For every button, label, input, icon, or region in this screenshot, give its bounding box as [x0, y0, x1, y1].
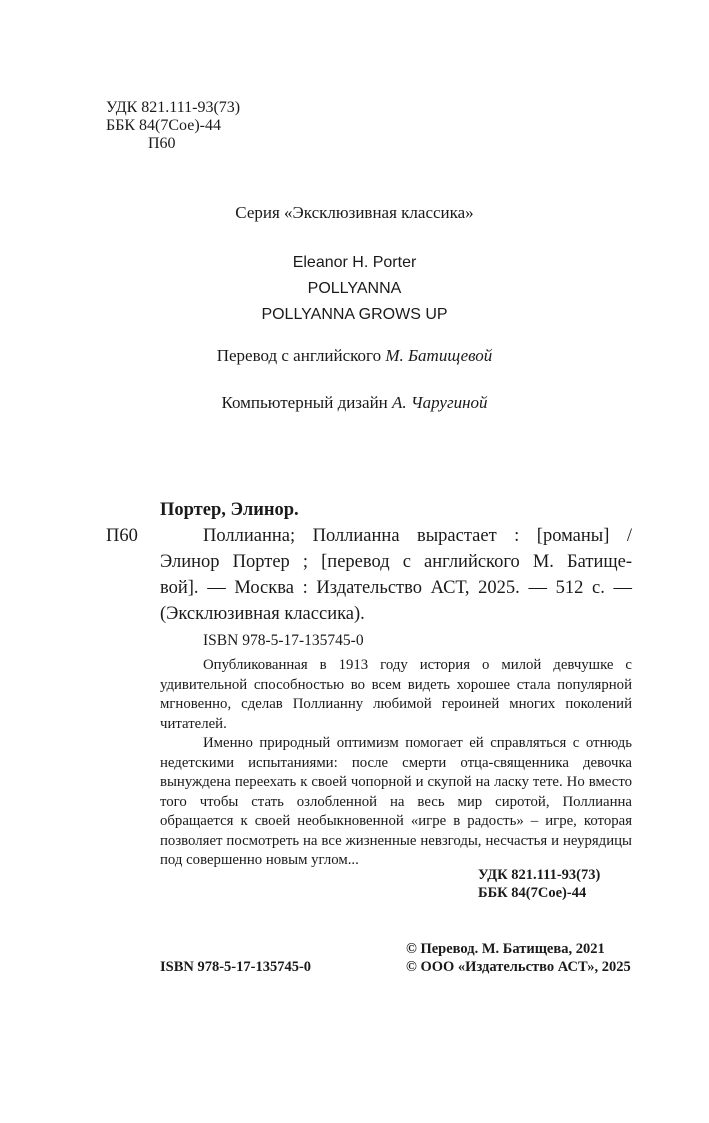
series-line: Серия «Эксклюзивная классика» — [235, 203, 474, 222]
footer-codes — [478, 866, 600, 902]
translator-name: М. Батищевой — [385, 346, 493, 365]
design-credit — [0, 393, 709, 413]
entry-mark: П60 — [106, 526, 138, 546]
original-title-2: POLLYANNA GROWS UP — [261, 306, 448, 323]
annotation — [160, 656, 632, 871]
entry-line-2: Элинор Портер ; [перевод с английского М. Батище- — [160, 552, 632, 572]
footer-bbk: ББК 84(7Сое)-44 — [478, 885, 587, 901]
annotation-paragraph-1: Опубликованная в 1913 году история о милой девчушке с удивительной способностью во всем видеть хорошее стала популярной мгновенно, сделав Поллианну любимой героиней многих поколений читателей. — [160, 657, 632, 732]
copyright-translation: © Перевод. М. Батищева, 2021 — [406, 941, 605, 957]
original-block — [0, 250, 709, 328]
designer-name: А. Чаругиной — [392, 393, 488, 412]
udk-code: УДК 821.111-93(73) — [106, 99, 241, 116]
translation-prefix: Перевод с английского — [216, 346, 386, 365]
annotation-paragraph-2: Именно природный оптимизм помогает ей справляться с отнюдь недетскими испытаниями: после смерти отца-священника девочка вынуждена переехать к своей чопорной и скупой на ласку тете. Но вместо того чтобы стать озлобленной на весь мир сиротой, Поллианна обращается к своей необыкновенной «игре в радость» – игре, которая позволяет посмотреть на все жизненные невзгоды, несчастья и неурядицы под совершенно новым углом... — [160, 735, 632, 868]
translation-credit — [0, 346, 709, 366]
author-mark: П60 — [148, 135, 176, 152]
entry-line-4: (Эксклюзивная классика). — [160, 604, 365, 624]
entry-line-3: вой]. — Москва : Издательство АСТ, 2025. — 512 с. — — [160, 578, 632, 598]
entry-description — [160, 523, 632, 627]
copyright-publisher: © ООО «Издательство АСТ», 2025 — [406, 959, 631, 975]
entry-heading: Портер, Элинор. — [160, 500, 299, 520]
design-prefix: Компьютерный дизайн — [221, 393, 393, 412]
classification-block — [106, 99, 240, 153]
entry-line-1: Поллианна; Поллианна вырастает : [романы] / — [203, 526, 632, 546]
entry-isbn: ISBN 978-5-17-135745-0 — [203, 632, 364, 649]
original-title-1: POLLYANNA — [307, 280, 402, 297]
bbk-code: ББК 84(7Сое)-44 — [106, 117, 221, 134]
footer-udk: УДК 821.111-93(73) — [478, 867, 601, 883]
copyright-block — [406, 940, 631, 976]
footer-isbn: ISBN 978-5-17-135745-0 — [160, 959, 312, 975]
original-author: Eleanor H. Porter — [292, 254, 417, 271]
